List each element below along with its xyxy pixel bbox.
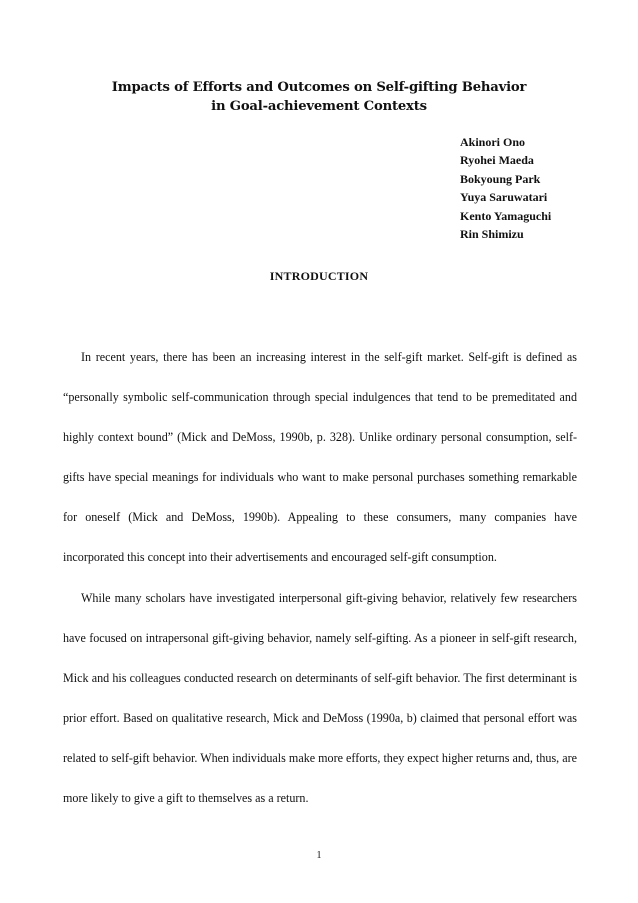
- author-name: Akinori Ono: [460, 135, 526, 149]
- author-name: Yuya Saruwatari: [460, 190, 548, 205]
- author-name: Kento Yamaguchi: [460, 208, 552, 223]
- author-list: [460, 133, 551, 243]
- author-name: Ryohei Maeda: [460, 153, 534, 168]
- body-paragraph: In recent years, there has been an increasing interest in the self-gift market. Self-gift is defined as “personally symbolic self-communication through special indulgences that tend to be premeditated and highly context bound” (Mick and DeMoss, 1990b, p. 328). Unlike ordinary personal consumption, self-gifts have special meanings for individuals who want to make personal purchases something remarkable for oneself (Mick and DeMoss, 1990b). Appealing to these consumers, many companies have incorporated this concept into their advertisements and encouraged self-gift consumption.: [63, 350, 577, 565]
- author-name: Bokyoung Park: [460, 171, 541, 186]
- paper-title: [0, 78, 638, 116]
- page-number: 1: [316, 850, 322, 861]
- body-paragraph: While many scholars have investigated interpersonal gift-giving behavior, relatively few researchers have focused on intrapersonal gift-giving behavior, namely self-gifting. As a pioneer in self-gift research, Mick and his colleagues conducted research on determinants of self-gift behavior. The first determinant is prior effort. Based on qualitative research, Mick and DeMoss (1990a, b) claimed that personal effort was related to self-gift behavior. When individuals make more efforts, they expect higher returns and, thus, are more likely to give a gift to themselves as a return.: [63, 590, 577, 806]
- paper-title-line-1: Impacts of Efforts and Outcomes on Self-gifting Behavior: [111, 80, 527, 95]
- body-text: [63, 337, 577, 818]
- section-heading-introduction: INTRODUCTION: [269, 269, 369, 283]
- paper-title-line-2: in Goal-achievement Contexts: [211, 99, 427, 114]
- author-name: Rin Shimizu: [460, 227, 524, 242]
